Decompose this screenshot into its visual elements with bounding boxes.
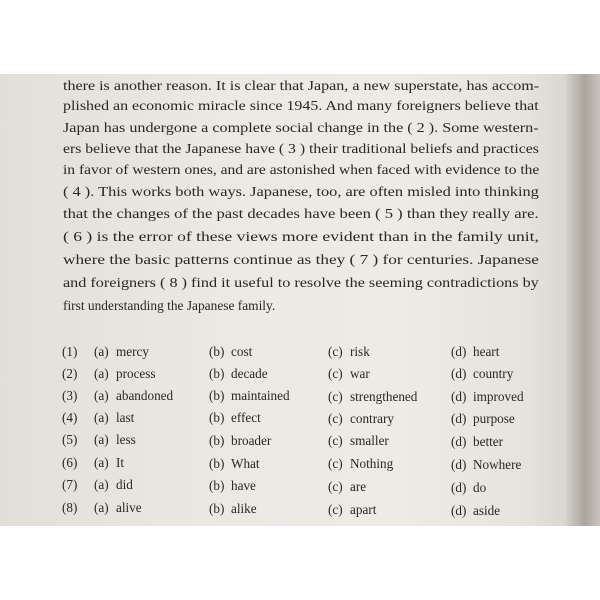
choice-letter: (b) (209, 432, 225, 448)
choice-b (209, 501, 257, 517)
choice-c (328, 344, 370, 360)
passage-line: Japan has undergone a complete social change in the ( 2 ). Some western- (63, 120, 539, 135)
passage-line: ( 4 ). This works both ways. Japanese, too, are often misled into thinking (63, 184, 539, 199)
choice-d (451, 480, 486, 496)
choice-word: apart (350, 502, 377, 517)
choice-b (209, 456, 260, 472)
question-number: (7) (62, 477, 78, 492)
choice-letter: (a) (94, 366, 109, 381)
passage-line: in favor of western ones, and are astonished when faced with evidence to the (63, 162, 540, 177)
book-photo (0, 74, 600, 526)
choice-b (209, 388, 290, 404)
choice-a (94, 388, 173, 404)
choice-word: broader (231, 432, 272, 448)
choice-word: are (350, 478, 367, 494)
choice-letter: (d) (451, 433, 467, 449)
choice-letter: (c) (328, 344, 343, 359)
question-number: (8) (62, 500, 78, 515)
choice-letter: (d) (451, 503, 467, 518)
choice-letter: (b) (209, 455, 225, 471)
choice-word: better (473, 433, 504, 449)
choice-word: alive (116, 500, 142, 515)
choice-word: Nothing (350, 456, 394, 472)
choice-a (94, 344, 149, 360)
choice-word: effect (231, 410, 261, 426)
choice-c (328, 389, 417, 405)
choice-word: war (350, 366, 370, 382)
question-number: (5) (62, 432, 78, 447)
choice-word: strengthened (350, 388, 418, 404)
choice-letter: (d) (451, 479, 467, 495)
choice-letter: (d) (451, 366, 467, 382)
choice-letter: (c) (328, 478, 343, 494)
choice-letter: (a) (94, 432, 109, 447)
question-number: (2) (62, 366, 78, 381)
choice-b (209, 410, 261, 426)
choice-word: It (116, 455, 125, 470)
choice-b (209, 366, 268, 382)
choice-word: Nowhere (473, 457, 522, 473)
passage-line: ers believe that the Japanese have ( 3 ) their traditional beliefs and practices (63, 141, 539, 156)
choice-word: last (116, 410, 135, 425)
choice-word: smaller (350, 433, 389, 449)
passage-line: and foreigners ( 8 ) find it useful to resolve the seeming contradictions by (63, 275, 539, 290)
choice-letter: (a) (94, 388, 109, 403)
choice-letter: (a) (94, 500, 109, 515)
passage-line: where the basic patterns continue as they ( 7 ) for centuries. Japanese (63, 252, 539, 267)
choice-word: purpose (473, 411, 515, 427)
choice-word: What (231, 455, 260, 471)
choice-c (328, 411, 394, 427)
choice-word: did (116, 477, 133, 492)
choice-a (94, 432, 136, 448)
choice-word: process (116, 366, 156, 381)
choice-c (328, 366, 370, 382)
question-number: (1) (62, 344, 78, 359)
passage-line: plished an economic miracle since 1945. And many foreigners believe that (63, 98, 539, 113)
choice-letter: (b) (209, 388, 225, 404)
choice-b (209, 344, 252, 360)
choice-a (94, 477, 133, 493)
choice-word: maintained (231, 388, 290, 404)
choice-letter: (a) (94, 344, 109, 359)
choice-letter: (a) (94, 477, 109, 492)
passage-line: ( 6 ) is the error of these views more evident than in the family unit, (63, 229, 539, 244)
choice-word: alike (231, 501, 257, 516)
choice-c (328, 456, 393, 472)
choice-d (451, 366, 513, 382)
book-page (0, 74, 572, 526)
choice-letter: (c) (328, 502, 343, 517)
passage-line: there is another reason. It is clear that Japan, a new superstate, has accom- (63, 78, 540, 93)
choice-word: do (473, 479, 487, 495)
choice-letter: (b) (209, 501, 225, 516)
choice-letter: (b) (209, 410, 225, 426)
passage-line: first understanding the Japanese family. (63, 298, 276, 313)
choice-letter: (c) (328, 366, 343, 382)
question-number: (4) (62, 410, 78, 425)
choice-letter: (b) (209, 477, 225, 493)
choice-a (94, 455, 124, 471)
choice-letter: (c) (328, 433, 343, 449)
choice-d (451, 344, 499, 360)
question-number: (3) (62, 388, 78, 403)
choice-word: country (473, 366, 514, 382)
choice-d (451, 411, 515, 427)
choice-c (328, 433, 389, 449)
choice-word: improved (473, 388, 524, 404)
choice-letter: (d) (451, 411, 467, 427)
choice-d (451, 457, 521, 473)
choice-word: have (231, 477, 256, 493)
question-number: (6) (62, 455, 78, 470)
choice-letter: (c) (328, 456, 343, 472)
choice-a (94, 500, 142, 516)
choice-word: risk (350, 344, 370, 359)
choice-letter: (d) (451, 388, 467, 404)
choice-word: abandoned (116, 388, 174, 403)
choice-letter: (b) (209, 344, 225, 359)
choice-word: cost (231, 344, 253, 359)
choice-c (328, 502, 376, 518)
choice-word: decade (231, 366, 268, 382)
choice-letter: (a) (94, 455, 109, 470)
choice-letter: (c) (328, 410, 343, 426)
choice-a (94, 366, 156, 382)
choice-c (328, 479, 366, 495)
choice-word: aside (473, 503, 501, 518)
choice-letter: (b) (209, 366, 225, 382)
choice-a (94, 410, 134, 426)
choice-letter: (c) (328, 388, 343, 404)
choice-word: mercy (116, 344, 149, 359)
choice-d (451, 434, 503, 450)
choice-d (451, 503, 500, 519)
choice-b (209, 478, 256, 494)
choice-word: heart (473, 344, 500, 359)
choice-word: less (116, 432, 136, 447)
choice-letter: (d) (451, 457, 467, 473)
choice-letter: (a) (94, 410, 109, 425)
choice-d (451, 389, 524, 405)
book-gutter (566, 74, 600, 526)
choice-b (209, 433, 271, 449)
passage-line: that the changes of the past decades have been ( 5 ) than they really are. (63, 206, 539, 221)
choice-word: contrary (350, 410, 394, 426)
choice-letter: (d) (451, 344, 467, 359)
